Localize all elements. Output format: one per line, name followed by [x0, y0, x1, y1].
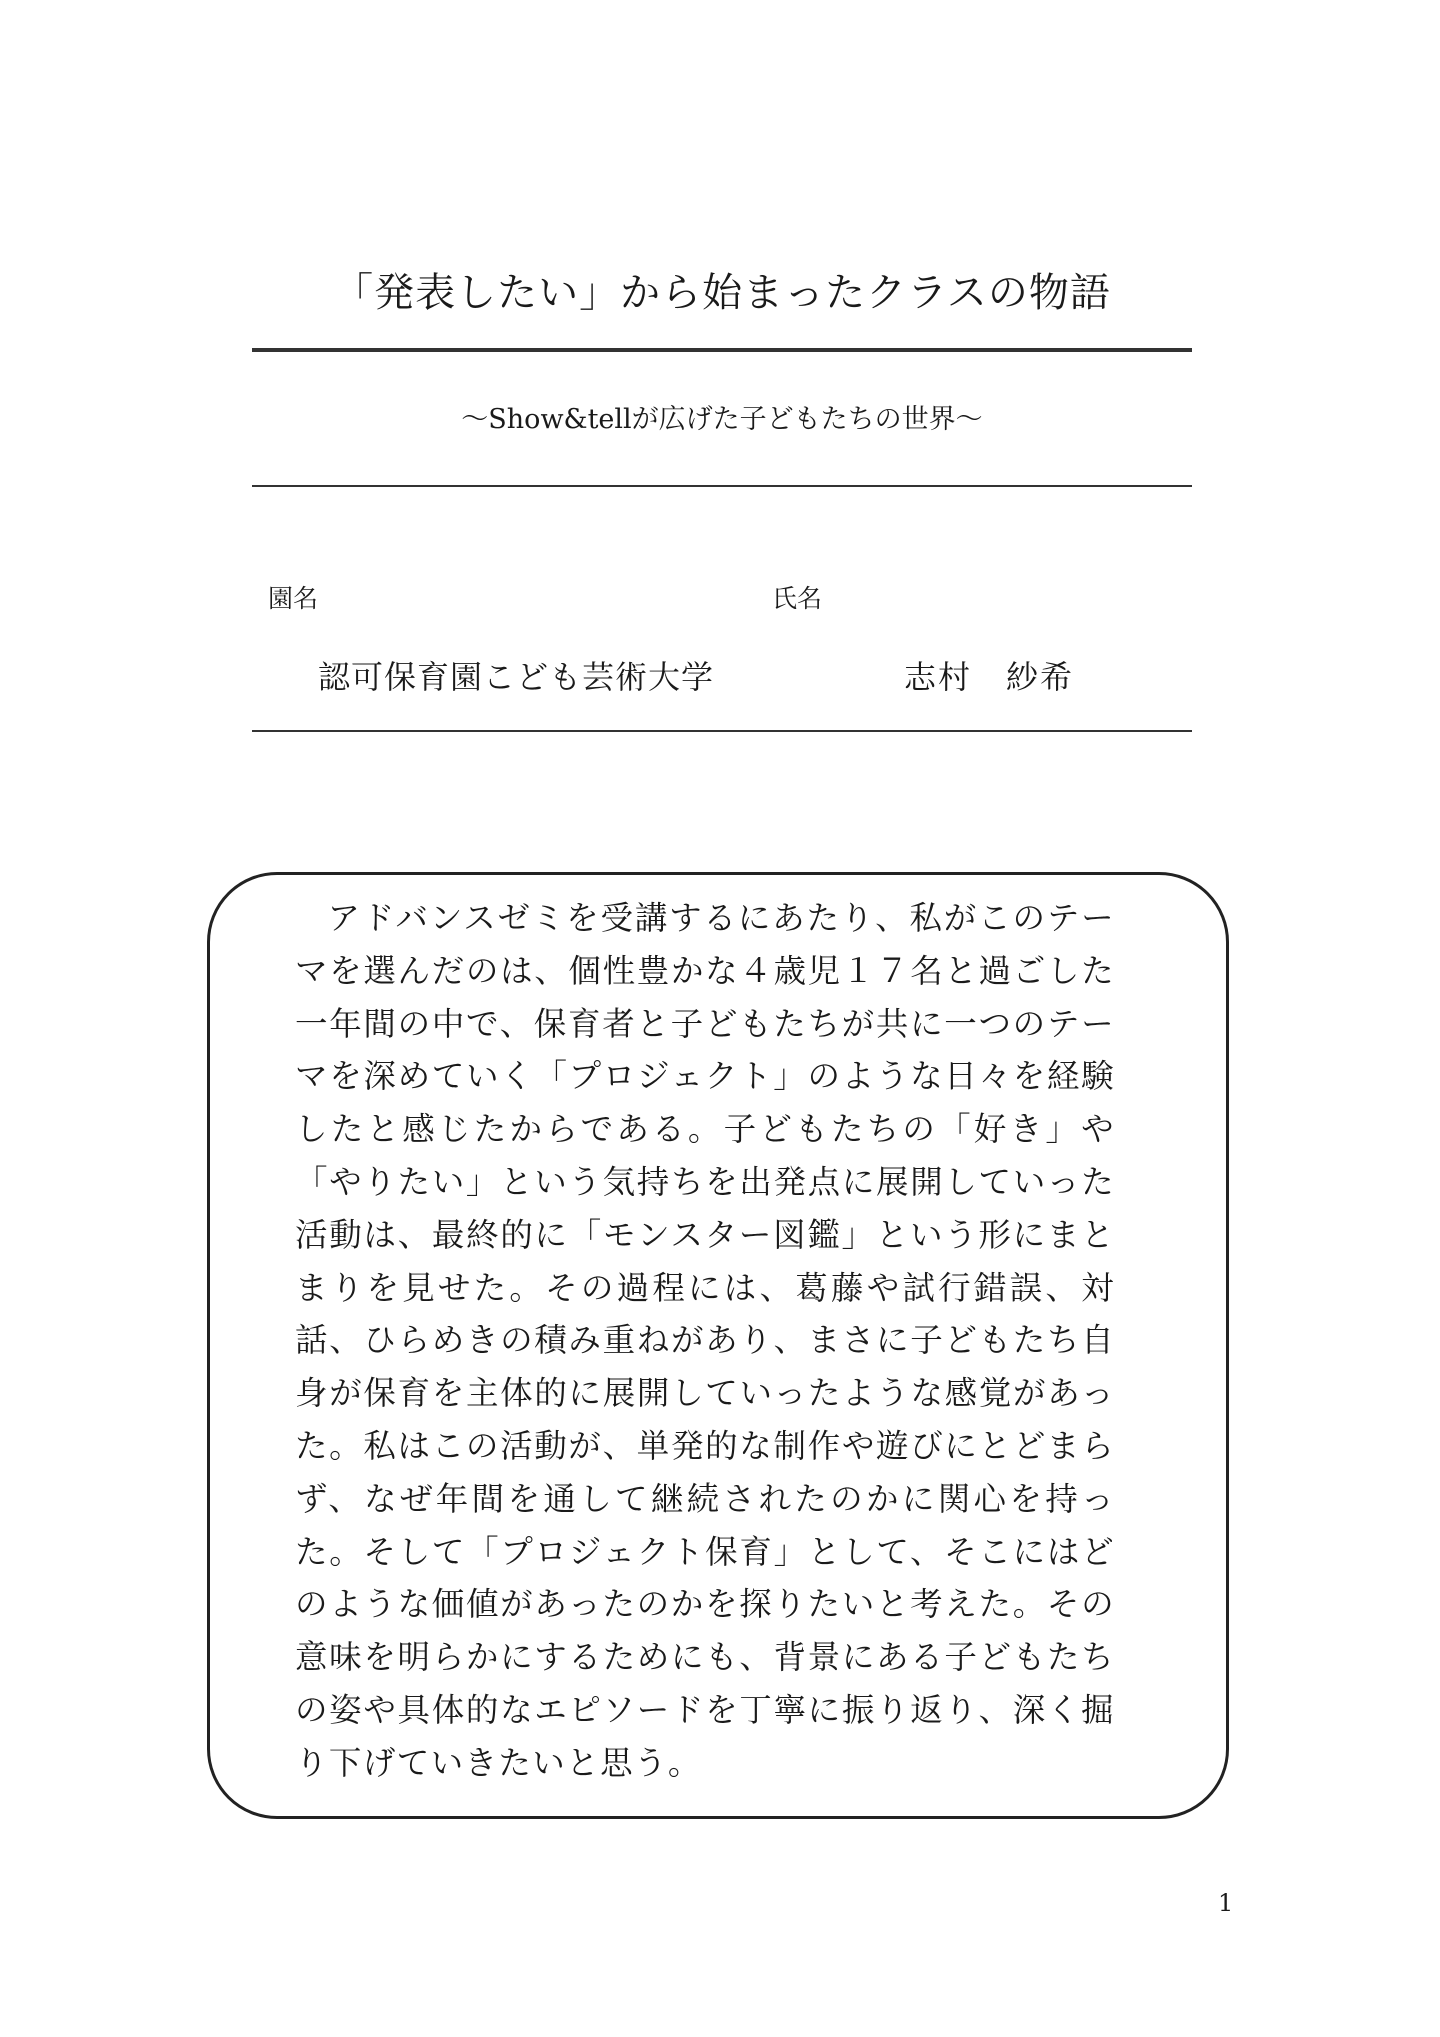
- page-number: 1: [1218, 1889, 1234, 1917]
- abstract-text: アドバンスゼミを受講するにあたり、私がこのテーマを選んだのは、個性豊かな４歳児１７名と過ごした一年間の中で、保育者と子どもたちが共に一つのテーマを深めていく「プロジェクト」のような日々を経験したと感じたからである。子どもたちの「好き」や「やりたい」という気持ちを出発点に展開していった活動は、最終的に「モンスター図鑑」という形にまとまりを見せた。その過程には、葛藤や試行錯誤、対話、ひらめきの積み重ねがあり、まさに子どもたち自身が保育を主体的に展開していったような感覚があった。私はこの活動が、単発的な制作や遊びにとどまらず、なぜ年間を通して継続されたのかに関心を持った。そして「プロジェクト保育」として、そこにはどのような価値があったのかを探りたいと考えた。その意味を明らかにするためにも、背景にある子どもたちの姿や具体的なエピソードを丁寧に振り返り、深く掘り下げていきたいと思う。: [295, 899, 1115, 1782]
- subtitle-divider: [252, 485, 1192, 487]
- name-label: 氏名: [772, 584, 823, 613]
- info-divider: [252, 730, 1192, 732]
- kindergarten-label: 園名: [268, 584, 319, 613]
- title-divider: [252, 348, 1192, 352]
- document-subtitle: 〜Show&tellが広げた子どもたちの世界〜: [461, 404, 983, 435]
- kindergarten-name: 認可保育園こども芸術大学: [318, 658, 715, 696]
- author-name: 志村 紗希: [904, 658, 1075, 696]
- document-title: 「発表したい」から始まったクラスの物語: [333, 270, 1111, 316]
